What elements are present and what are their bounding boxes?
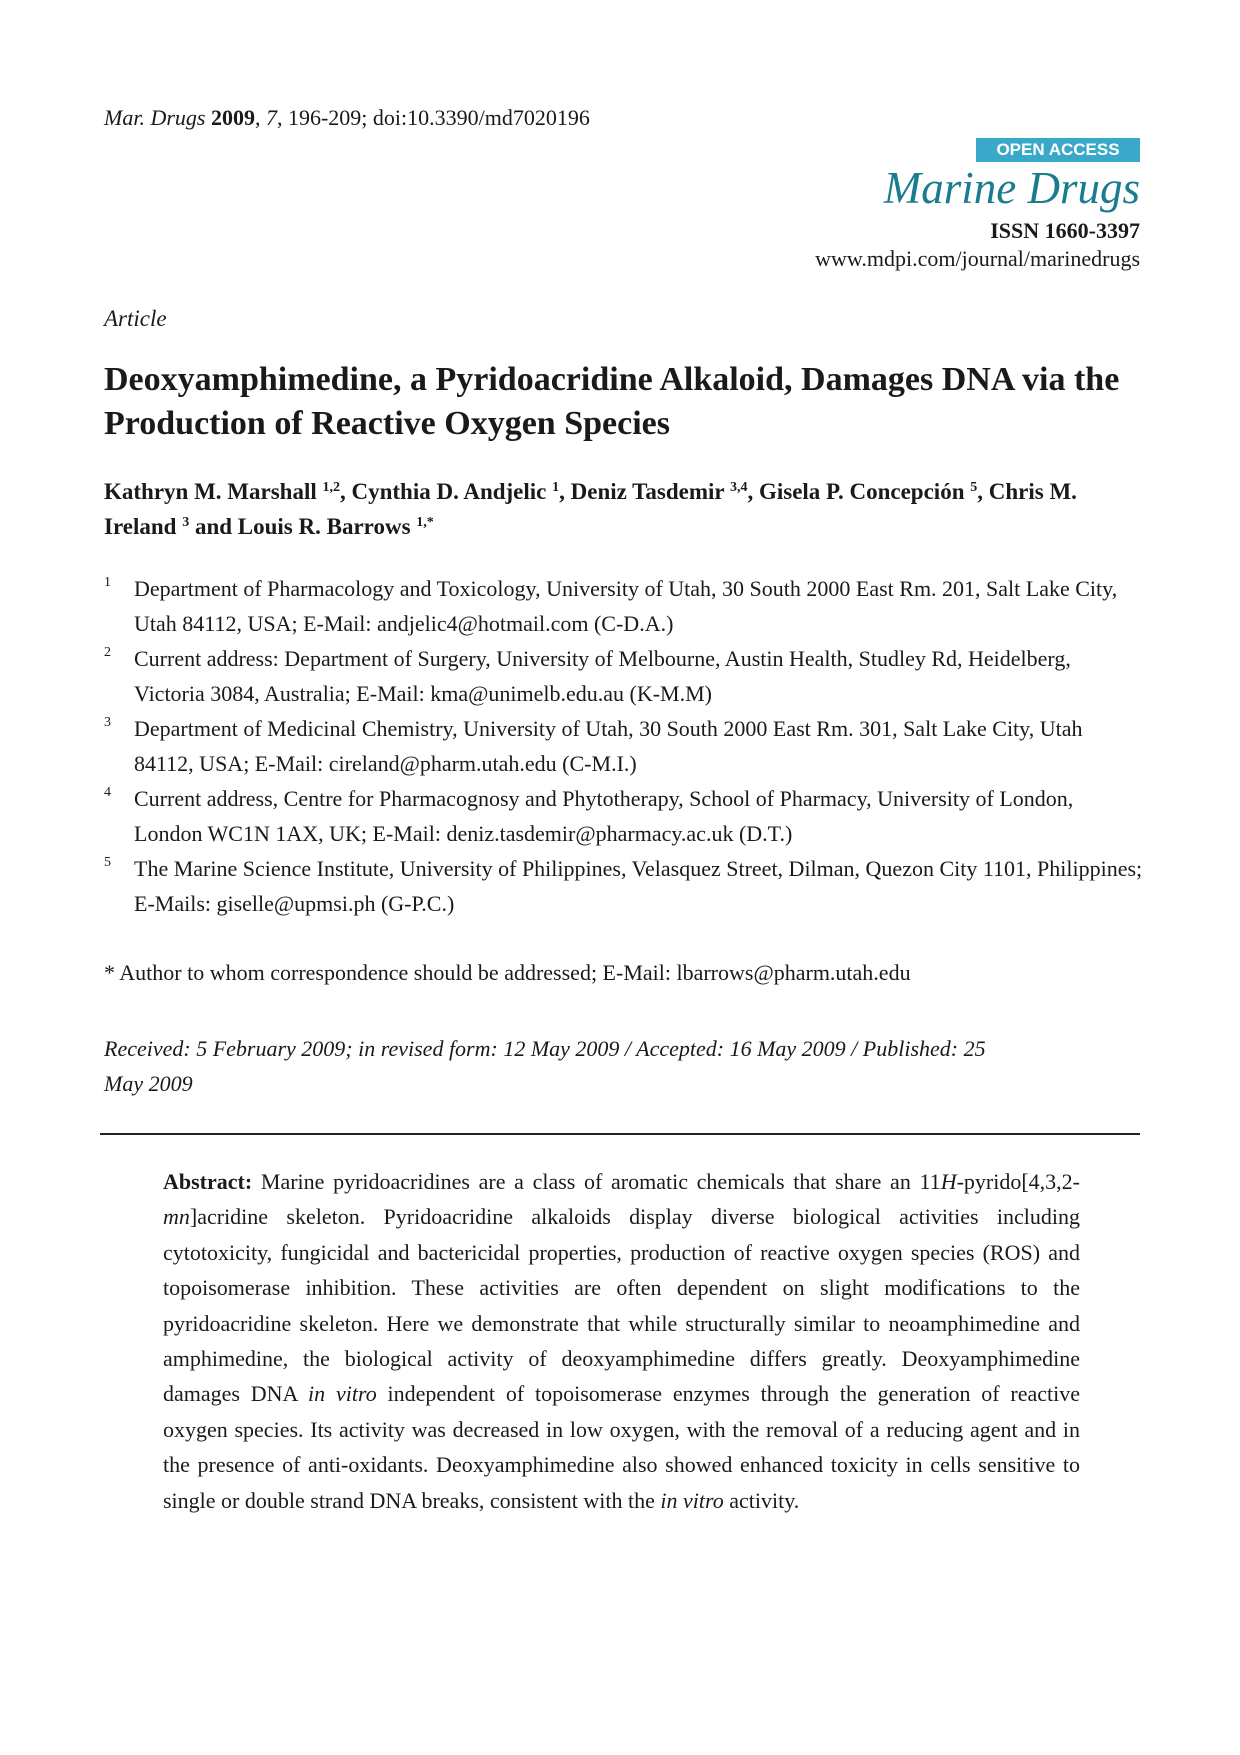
paper-title: Deoxyamphimedine, a Pyridoacridine Alkaloid, Damages DNA via the Production of Reactive Oxygen Species: [104, 361, 1120, 442]
citation-volume: 7: [265, 105, 277, 130]
affiliation-item: [104, 711, 1144, 781]
author-list: [104, 474, 1144, 544]
affiliation-item: [104, 781, 1144, 851]
abstract: [163, 1164, 1080, 1518]
abstract-text-3: ]acridine skeleton. Pyridoacridine alkaloids display diverse biological activities including cytotoxicity, fungicidal and bactericidal properties, production of reactive oxygen species (ROS) and topoisomerase inhibition. These activities are often dependent on slight modifications to the pyridoacridine skeleton. Here we demonstrate that while structurally similar to neoamphimedine and amphimedine, the biological activity of deoxyamphimedine differs greatly. Deoxyamphimedine damages DNA: [163, 1204, 1080, 1407]
citation-journal: Mar. Drugs: [104, 105, 206, 130]
affiliation-text: Current address, Centre for Pharmacognosy and Phytotherapy, School of Pharmacy, University of London, London WC1N 1AX, UK; E-Mail: deniz.tasdemir@pharmacy.ac.uk (D.T.): [134, 786, 1074, 846]
author-name: Cynthia D. Andjelic: [351, 479, 547, 504]
abstract-text-4: independent of topoisomerase enzymes through the generation of reactive oxygen species. Its activity was decreased in low oxygen, with the removal of a reducing agent and in the presence of anti-oxidants. Deoxyamphimedine also showed enhanced toxicity in cells sensitive to single or double strand DNA breaks, consistent with the: [163, 1381, 1080, 1513]
article-type: Article: [104, 306, 167, 331]
affiliation-number: 2: [104, 645, 111, 660]
affiliation-number: 1: [104, 575, 111, 590]
abstract-label: Abstract:: [163, 1169, 253, 1194]
author-separator: ,: [977, 479, 989, 504]
author-affiliation-marker: 3: [182, 515, 190, 530]
author-affiliation-marker: 1,2: [322, 480, 340, 495]
citation-year: 2009: [210, 105, 255, 130]
abstract-italic-4: in vitro: [660, 1487, 724, 1513]
abstract-italic-3: in vitro: [308, 1381, 377, 1407]
abstract-italic-2: mn: [163, 1204, 190, 1230]
abstract-text-1: Marine pyridoacridines are a class of aromatic chemicals that share an 11: [252, 1169, 941, 1194]
citation-line: Mar. Drugs 2009, 7, 196-209; doi:10.3390/md7020196: [104, 105, 590, 130]
affiliation-number: 3: [104, 715, 111, 730]
correspondence-note: * Author to whom correspondence should be addressed; E-Mail: lbarrows@pharm.utah.edu: [104, 960, 911, 985]
affiliation-item: [104, 851, 1144, 921]
abstract-text-2: -pyrido[4,3,2-: [956, 1169, 1080, 1194]
affiliation-text: Current address: Department of Surgery, University of Melbourne, Austin Health, Studley Rd, Heidelberg, Victoria 3084, Australia; E-Mail: kma@unimelb.edu.au (K-M.M): [134, 646, 1071, 706]
open-access-badge: OPEN ACCESS: [976, 138, 1140, 162]
author-separator: ,: [747, 479, 759, 504]
author-affiliation-marker: 3,4: [729, 480, 748, 495]
affiliation-text: Department of Medicinal Chemistry, University of Utah, 30 South 2000 East Rm. 301, Salt Lake City, Utah 84112, USA; E-Mail: cireland@pharm.utah.edu (C-M.I.): [134, 716, 1083, 776]
author-separator: ,: [559, 479, 571, 504]
abstract-italic-1: H: [940, 1169, 957, 1194]
affiliation-number: 5: [104, 855, 111, 870]
abstract-text-5: activity.: [723, 1487, 800, 1513]
author-affiliation-marker: 5: [970, 480, 978, 495]
journal-title: Marine Drugs: [883, 163, 1140, 213]
author-name: Louis R. Barrows: [237, 514, 411, 539]
author-affiliation-marker: 1,*: [416, 515, 434, 530]
author-separator: and: [189, 514, 238, 539]
journal-url-link[interactable]: www.mdpi.com/journal/marinedrugs: [815, 246, 1140, 271]
author-affiliation-marker: 1: [552, 480, 560, 495]
affiliation-text: Department of Pharmacology and Toxicology, University of Utah, 30 South 2000 East Rm. 201, Salt Lake City, Utah 84112, USA; E-Mail: andjelic4@hotmail.com (C-D.A.): [134, 576, 1118, 636]
author-name: Chris M. Ireland: [104, 479, 1077, 539]
affiliation-item: [104, 641, 1144, 711]
affiliation-item: [104, 571, 1144, 641]
affiliation-number: 4: [104, 785, 111, 800]
author-separator: ,: [340, 479, 352, 504]
publication-dates: Received: 5 February 2009; in revised form: 12 May 2009 / Accepted: 16 May 2009 / Published: 25 May 2009: [104, 1036, 986, 1096]
author-name: Kathryn M. Marshall: [104, 479, 317, 504]
citation-rest: , 196-209; doi:10.3390/md7020196: [276, 105, 590, 130]
author-name: Deniz Tasdemir: [570, 479, 725, 504]
author-name: Gisela P. Concepción: [758, 479, 965, 504]
affiliations-list: [104, 571, 1144, 921]
issn: ISSN 1660-3397: [990, 218, 1140, 243]
affiliation-text: The Marine Science Institute, University of Philippines, Velasquez Street, Dilman, Quezon City 1101, Philippines; E-Mails: giselle@upmsi.ph (G-P.C.): [134, 856, 1143, 916]
section-divider: [100, 1133, 1140, 1135]
